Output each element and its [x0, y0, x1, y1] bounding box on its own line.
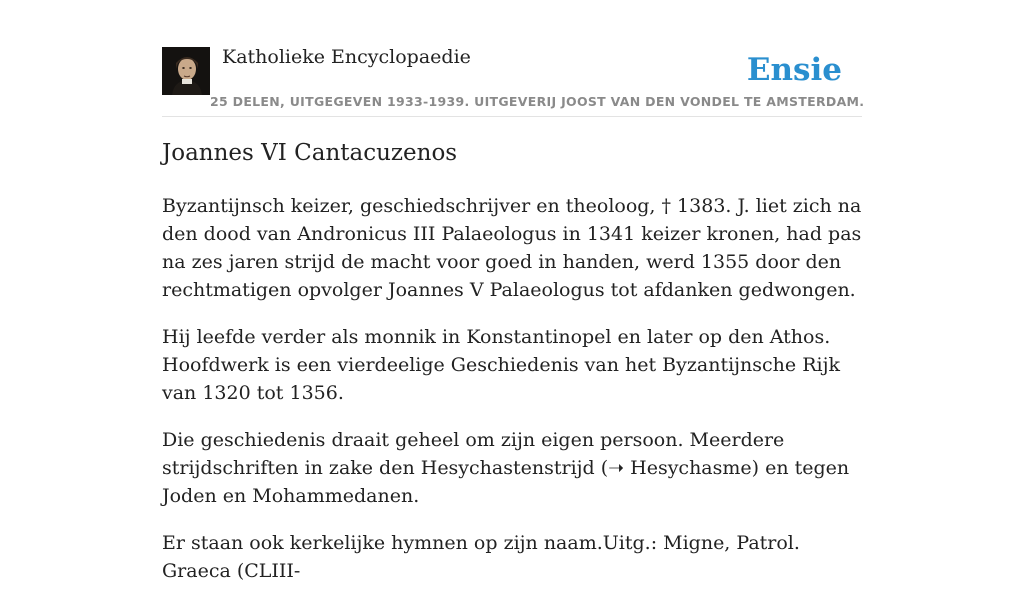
article-paragraph-1: Byzantijnsch keizer, geschiedschrijver en theoloog, † 1383. J. liet zich na den dood van Andronicus III Palaeologus in 1341 keizer kronen, had pas na zes jaren strijd de macht voor goed in handen, werd 1355 door den rechtmatigen opvolger Joannes V Palaeologus tot afdanken gedwongen. — [162, 195, 862, 301]
publication-header — [162, 0, 865, 117]
article-body — [162, 192, 862, 604]
article-paragraph-4: Er staan ook kerkelijke hymnen op zijn naam.Uitg.: Migne, Patrol. Graeca (CLIII- — [162, 532, 800, 582]
publication-subtitle: 25 DELEN, UITGEGEVEN 1933-1939. UITGEVERIJ JOOST VAN DEN VONDEL TE AMSTERDAM. — [210, 94, 865, 109]
ensie-logo[interactable]: Ensie — [746, 52, 842, 88]
publication-title[interactable]: Katholieke Encyclopaedie — [222, 46, 471, 68]
article-paragraph-2: Hij leefde verder als monnik in Konstantinopel en later op den Athos. Hoofdwerk is een vierdeelige Geschiedenis van het Byzantijnsche Rijk van 1320 tot 1356. — [162, 326, 840, 404]
article-paragraph-3: Die geschiedenis draait geheel om zijn eigen persoon. Meerdere strijdschriften in zake den Hesychastenstrijd (➝ Hesychasme) en tegen Joden en Mohammedanen. — [162, 429, 850, 507]
article-title: Joannes VI Cantacuzenos — [162, 140, 458, 166]
portrait-avatar-svg — [162, 47, 210, 95]
page-container — [162, 0, 865, 582]
portrait-avatar-icon[interactable] — [162, 47, 210, 95]
